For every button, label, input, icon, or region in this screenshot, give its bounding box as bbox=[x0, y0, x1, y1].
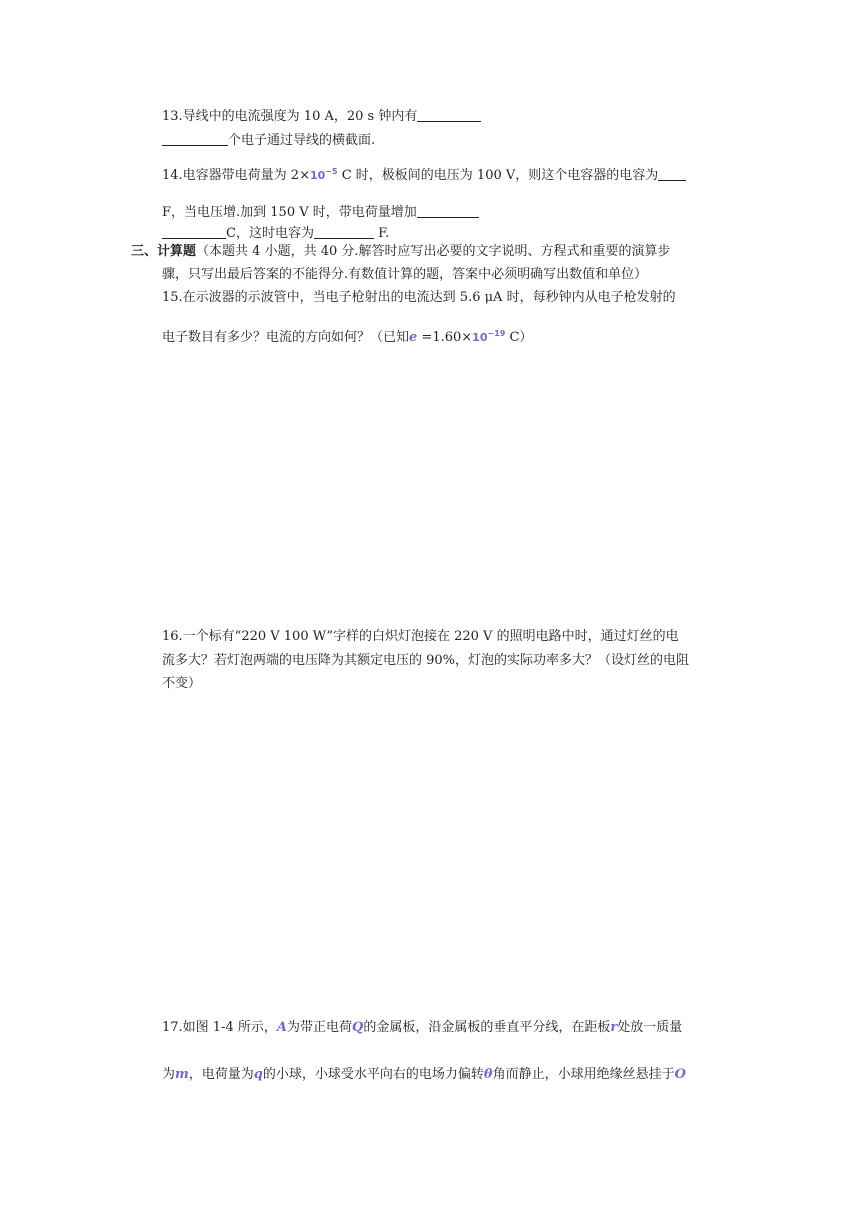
q14-line3-mid: C，这时电容为 bbox=[226, 226, 314, 241]
q16-text-3: 不变） bbox=[162, 676, 202, 691]
q17-symbol-m: m bbox=[175, 1067, 189, 1082]
section3-label: 三、 bbox=[131, 244, 158, 259]
q17-symbol-theta: θ bbox=[483, 1067, 493, 1082]
q17-p4: 处放一质量 bbox=[617, 1020, 683, 1035]
q13-text: 13.导线中的电流强度为 10 A，20 s 钟内有 bbox=[162, 109, 418, 124]
q17-symbol-O: O bbox=[674, 1067, 686, 1082]
q15-eq: =1.60× bbox=[417, 330, 473, 345]
q17-line1 bbox=[162, 1019, 682, 1037]
q13-blank-1[interactable] bbox=[417, 107, 481, 122]
q14-blank-4[interactable] bbox=[314, 224, 374, 239]
q17-symbol-A: A bbox=[276, 1020, 287, 1035]
q14-blank-3[interactable] bbox=[162, 224, 226, 239]
q14-power-exp: −5 bbox=[325, 167, 338, 176]
q13-text-2: 个电子通过导线的横截面. bbox=[228, 133, 376, 148]
q16-line2 bbox=[162, 652, 689, 670]
q16-text-2: 流多大？若灯泡两端的电压降为其额定电压的 90%，灯泡的实际功率多大？（设灯丝的电阻 bbox=[162, 653, 690, 668]
q14-power-base: 10 bbox=[309, 169, 326, 182]
q13-line2 bbox=[162, 131, 375, 150]
q15-text-1: 15.在示波器的示波管中，当电子枪射出的电流达到 5.6 μA 时，每秒钟内从电子枪发射的 bbox=[162, 290, 676, 305]
q17-symbol-q: q bbox=[253, 1067, 263, 1082]
q17-p1: 17.如图 1-4 所示， bbox=[162, 1020, 277, 1035]
q14-line3 bbox=[162, 224, 389, 243]
q17-p6: ，电荷量为 bbox=[188, 1067, 254, 1082]
section3-desc2: 骤，只写出最后答案的不能得分.有数值计算的题，答案中必须明确写出数值和单位） bbox=[162, 267, 648, 282]
q15-power-ten bbox=[472, 325, 505, 347]
q14-mid: C 时，极板间的电压为 100 V，则这个电容器的电容为 bbox=[337, 168, 659, 183]
q17-symbol-Q: Q bbox=[351, 1020, 364, 1035]
section3-desc-line2 bbox=[162, 266, 647, 284]
q14-power-ten bbox=[310, 163, 338, 185]
q14-prefix: 14.电容器带电荷量为 2× bbox=[162, 168, 310, 183]
q15-prefix: 电子数目有多少？电流的方向如何？（已知 bbox=[162, 330, 410, 345]
q17-p2: 为带正电荷 bbox=[286, 1020, 352, 1035]
q15-line1 bbox=[162, 289, 676, 307]
q14-line3-end: F. bbox=[373, 226, 390, 241]
q14-line1 bbox=[162, 163, 686, 185]
q15-end: C） bbox=[505, 330, 533, 345]
q16-text-1: 16.一个标有“220 V 100 W”字样的白炽灯泡接在 220 V 的照明电路中时，通过灯丝的电 bbox=[162, 629, 679, 644]
q17-p8: 角而静止，小球用绝缘丝悬挂于 bbox=[492, 1067, 675, 1082]
q15-power-base: 10 bbox=[472, 331, 488, 344]
q17-p5: 为 bbox=[162, 1067, 176, 1082]
q15-line2 bbox=[162, 325, 532, 347]
q13-line1 bbox=[162, 107, 481, 126]
q16-line3 bbox=[162, 675, 201, 693]
q16-line1 bbox=[162, 628, 679, 646]
section3-title: 计算题 bbox=[157, 244, 197, 259]
q14-line2 bbox=[162, 203, 479, 222]
q17-p3: 的金属板，沿金属板的垂直平分线，在距板 bbox=[363, 1020, 611, 1035]
q14-blank-2[interactable] bbox=[417, 203, 479, 218]
q13-blank-2[interactable] bbox=[162, 131, 228, 146]
q14-line2-text: F，当电压增.加到 150 V 时，带电荷量增加 bbox=[162, 205, 417, 220]
q15-e-symbol: e bbox=[409, 330, 418, 345]
q17-symbol-r: r bbox=[610, 1020, 618, 1035]
q15-power-exp: −19 bbox=[487, 329, 506, 338]
q17-p7: 的小球，小球受水平向右的电场力偏转 bbox=[262, 1067, 484, 1082]
section3-heading bbox=[131, 243, 671, 261]
section3-desc1: （本题共 4 小题，共 40 分.解答时应写出必要的文字说明、方程式和重要的演算步 bbox=[196, 244, 671, 259]
q17-line2 bbox=[162, 1066, 686, 1084]
q14-blank-1[interactable] bbox=[658, 166, 686, 181]
